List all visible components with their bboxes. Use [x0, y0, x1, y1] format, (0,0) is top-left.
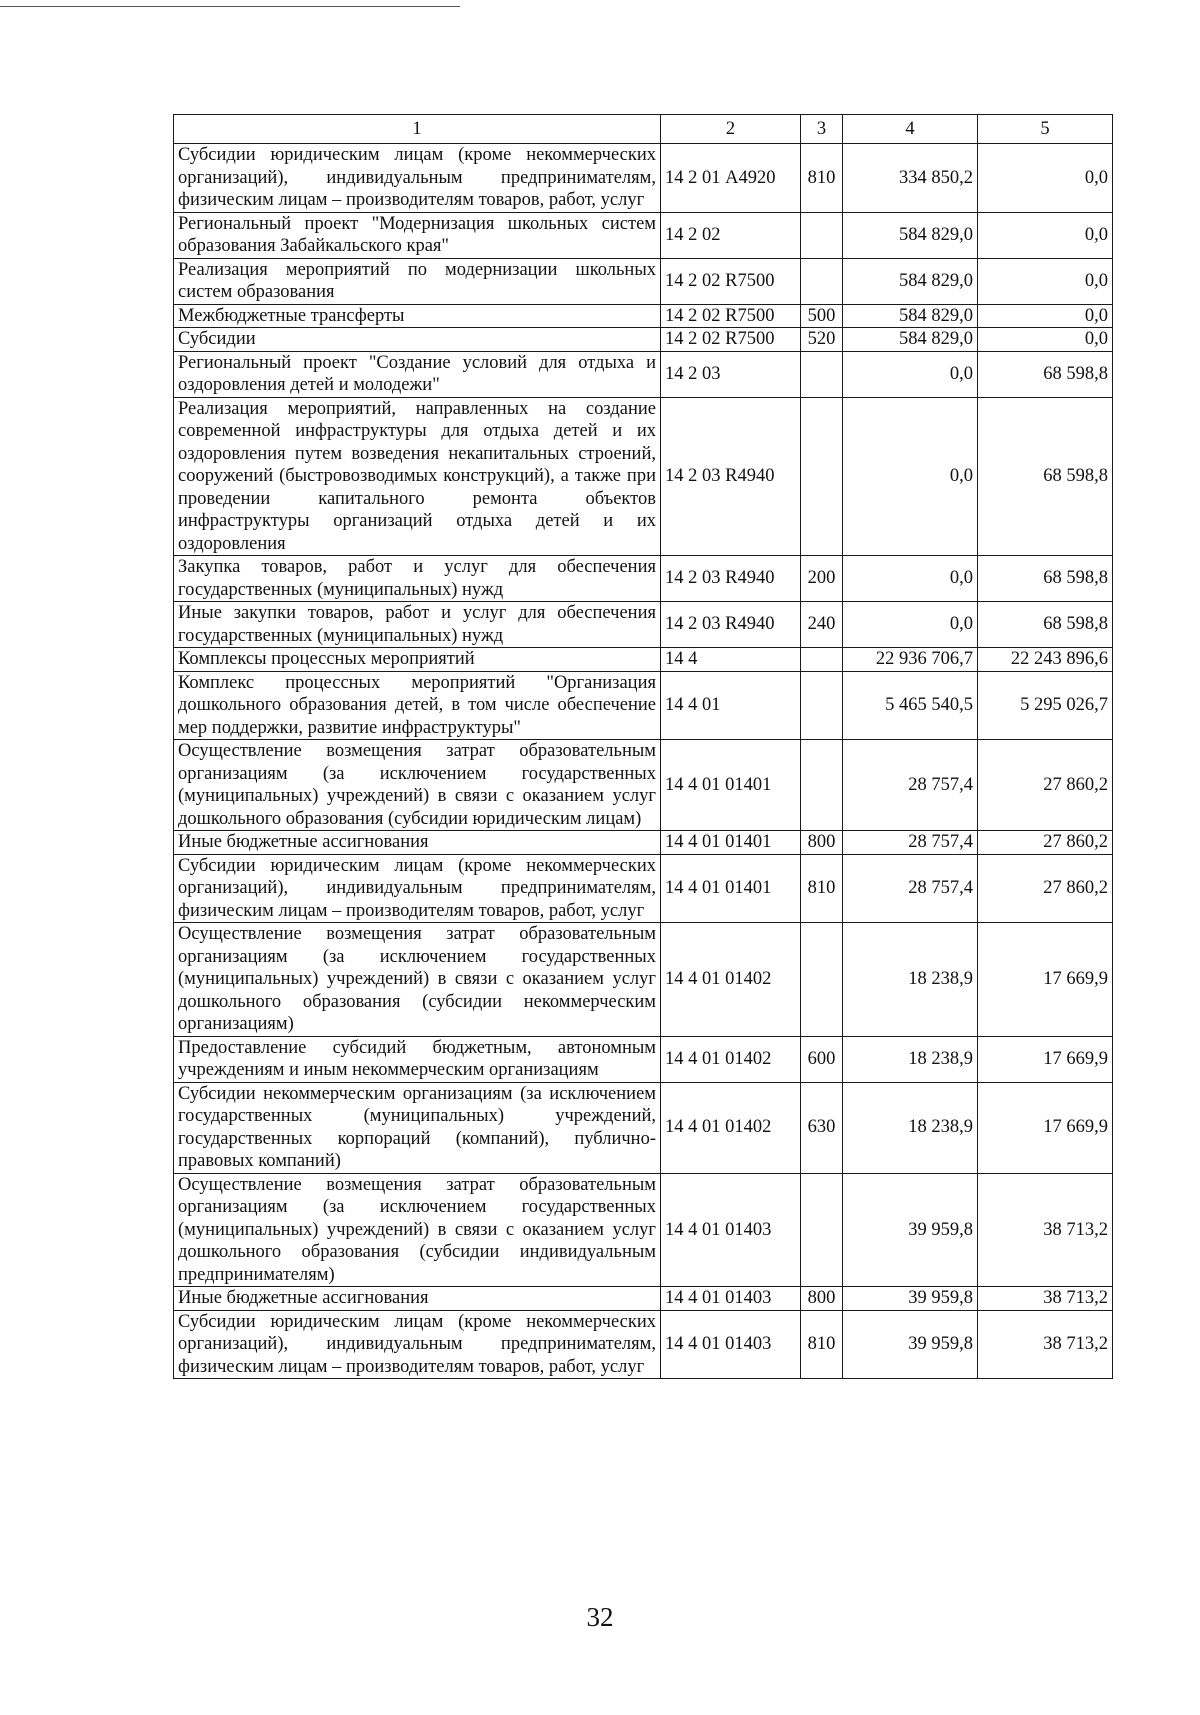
table-row — [174, 258, 1113, 304]
row-name-cell: Субсидии — [174, 328, 661, 352]
table-row — [174, 1310, 1113, 1379]
row-expense-type-cell: 520 — [801, 328, 843, 352]
row-amount-1-cell: 18 238,9 — [843, 1036, 978, 1082]
row-amount-2-cell: 0,0 — [978, 328, 1113, 352]
row-amount-1-cell: 39 959,8 — [843, 1310, 978, 1379]
row-code-cell: 14 2 03 R4940 — [661, 397, 801, 556]
row-code-cell: 14 4 01 01402 — [661, 1082, 801, 1173]
row-name-cell: Комплексы процессных мероприятий — [174, 648, 661, 672]
row-expense-type-cell — [801, 671, 843, 740]
row-name-cell: Реализация мероприятий, направленных на создание современной инфраструктуры для отдыха детей и их оздоровления путем возведения некапитальных строений, сооружений (быстровозводимых конструкций), а также при проведении капитального ремонта объектов инфраструктуры организаций отдыха детей и их оздоровления — [174, 397, 661, 556]
row-name-cell: Предоставление субсидий бюджетным, автономным учреждениям и иным некоммерческим организациям — [174, 1036, 661, 1082]
scan-edge-line — [0, 6, 460, 7]
row-name-cell: Закупка товаров, работ и услуг для обеспечения государственных (муниципальных) нужд — [174, 556, 661, 602]
row-expense-type-cell: 500 — [801, 304, 843, 328]
row-code-cell: 14 2 02 R7500 — [661, 258, 801, 304]
row-code-cell: 14 2 03 — [661, 351, 801, 397]
row-amount-2-cell: 68 598,8 — [978, 351, 1113, 397]
row-expense-type-cell: 600 — [801, 1036, 843, 1082]
table-row — [174, 923, 1113, 1037]
table-row — [174, 1082, 1113, 1173]
page-number: 32 — [586, 1602, 614, 1632]
row-expense-type-cell — [801, 212, 843, 258]
row-code-cell: 14 4 01 01403 — [661, 1287, 801, 1311]
row-amount-1-cell: 39 959,8 — [843, 1173, 978, 1287]
row-code-cell: 14 4 — [661, 648, 801, 672]
row-name-cell: Субсидии юридическим лицам (кроме некоммерческих организаций), индивидуальным предпринимателям, физическим лицам – производителям товаров, работ, услуг — [174, 1310, 661, 1379]
row-code-cell: 14 4 01 01403 — [661, 1173, 801, 1287]
row-amount-2-cell: 68 598,8 — [978, 556, 1113, 602]
row-amount-2-cell: 0,0 — [978, 304, 1113, 328]
row-code-cell: 14 4 01 01402 — [661, 923, 801, 1037]
row-expense-type-cell — [801, 740, 843, 831]
row-amount-1-cell: 584 829,0 — [843, 212, 978, 258]
row-expense-type-cell: 810 — [801, 144, 843, 213]
row-code-cell: 14 4 01 01403 — [661, 1310, 801, 1379]
row-name-cell: Иные закупки товаров, работ и услуг для обеспечения государственных (муниципальных) нужд — [174, 602, 661, 648]
row-expense-type-cell — [801, 648, 843, 672]
table-row — [174, 1036, 1113, 1082]
row-amount-2-cell: 27 860,2 — [978, 740, 1113, 831]
row-code-cell: 14 2 03 R4940 — [661, 556, 801, 602]
row-name-cell: Субсидии юридическим лицам (кроме некоммерческих организаций), индивидуальным предпринимателям, физическим лицам – производителям товаров, работ, услуг — [174, 854, 661, 923]
row-amount-1-cell: 0,0 — [843, 602, 978, 648]
row-amount-2-cell: 0,0 — [978, 258, 1113, 304]
table-row — [174, 351, 1113, 397]
row-amount-1-cell: 18 238,9 — [843, 1082, 978, 1173]
row-expense-type-cell — [801, 1173, 843, 1287]
row-amount-2-cell: 0,0 — [978, 212, 1113, 258]
row-code-cell: 14 4 01 01401 — [661, 831, 801, 855]
row-amount-2-cell: 68 598,8 — [978, 397, 1113, 556]
row-name-cell: Межбюджетные трансферты — [174, 304, 661, 328]
row-amount-1-cell: 22 936 706,7 — [843, 648, 978, 672]
table-row — [174, 671, 1113, 740]
row-amount-2-cell: 0,0 — [978, 144, 1113, 213]
row-amount-1-cell: 28 757,4 — [843, 854, 978, 923]
row-amount-1-cell: 28 757,4 — [843, 740, 978, 831]
row-code-cell: 14 4 01 — [661, 671, 801, 740]
table-row — [174, 304, 1113, 328]
table-row — [174, 831, 1113, 855]
row-name-cell: Осуществление возмещения затрат образовательным организациям (за исключением государственных (муниципальных) учреждений) в связи с оказанием услуг дошкольного образования (субсидии индивидуальным предпринимателям) — [174, 1173, 661, 1287]
row-amount-2-cell: 17 669,9 — [978, 923, 1113, 1037]
row-amount-1-cell: 584 829,0 — [843, 258, 978, 304]
row-name-cell: Осуществление возмещения затрат образовательным организациям (за исключением государственных (муниципальных) учреждений) в связи с оказанием услуг дошкольного образования (субсидии некоммерческим организациям) — [174, 923, 661, 1037]
row-name-cell: Осуществление возмещения затрат образовательным организациям (за исключением государственных (муниципальных) учреждений) в связи с оказанием услуг дошкольного образования (субсидии юридическим лицам) — [174, 740, 661, 831]
row-amount-1-cell: 5 465 540,5 — [843, 671, 978, 740]
row-amount-2-cell: 27 860,2 — [978, 854, 1113, 923]
row-amount-2-cell: 17 669,9 — [978, 1036, 1113, 1082]
row-amount-1-cell: 584 829,0 — [843, 304, 978, 328]
row-expense-type-cell: 810 — [801, 854, 843, 923]
row-expense-type-cell: 200 — [801, 556, 843, 602]
row-expense-type-cell — [801, 923, 843, 1037]
row-code-cell: 14 4 01 01402 — [661, 1036, 801, 1082]
row-amount-2-cell: 22 243 896,6 — [978, 648, 1113, 672]
header-cell-2: 2 — [661, 115, 801, 144]
row-name-cell: Субсидии некоммерческим организациям (за исключением государственных (муниципальных) учреждений, государственных корпораций (компаний), публично-правовых компаний) — [174, 1082, 661, 1173]
table-row — [174, 556, 1113, 602]
table-body — [174, 115, 1113, 1379]
row-amount-1-cell: 39 959,8 — [843, 1287, 978, 1311]
row-code-cell: 14 2 01 А4920 — [661, 144, 801, 213]
table-row — [174, 144, 1113, 213]
row-amount-2-cell: 38 713,2 — [978, 1310, 1113, 1379]
row-expense-type-cell — [801, 258, 843, 304]
row-code-cell: 14 2 02 R7500 — [661, 328, 801, 352]
table-row — [174, 648, 1113, 672]
row-amount-1-cell: 28 757,4 — [843, 831, 978, 855]
table-row — [174, 328, 1113, 352]
row-expense-type-cell: 800 — [801, 1287, 843, 1311]
row-amount-1-cell: 584 829,0 — [843, 328, 978, 352]
row-name-cell: Иные бюджетные ассигнования — [174, 1287, 661, 1311]
row-code-cell: 14 2 03 R4940 — [661, 602, 801, 648]
row-amount-2-cell: 38 713,2 — [978, 1173, 1113, 1287]
row-amount-2-cell: 5 295 026,7 — [978, 671, 1113, 740]
row-code-cell: 14 4 01 01401 — [661, 740, 801, 831]
row-name-cell: Региональный проект "Создание условий для отдыха и оздоровления детей и молодежи" — [174, 351, 661, 397]
row-expense-type-cell — [801, 351, 843, 397]
row-name-cell: Реализация мероприятий по модернизации школьных систем образования — [174, 258, 661, 304]
row-amount-1-cell: 0,0 — [843, 556, 978, 602]
row-expense-type-cell: 810 — [801, 1310, 843, 1379]
row-name-cell: Иные бюджетные ассигнования — [174, 831, 661, 855]
row-amount-1-cell: 18 238,9 — [843, 923, 978, 1037]
row-code-cell: 14 4 01 01401 — [661, 854, 801, 923]
header-row — [174, 115, 1113, 144]
row-name-cell: Комплекс процессных мероприятий "Организация дошкольного образования детей, в том числе обеспечение мер поддержки, развитие инфраструктуры" — [174, 671, 661, 740]
row-expense-type-cell: 630 — [801, 1082, 843, 1173]
table-row — [174, 602, 1113, 648]
row-amount-2-cell: 17 669,9 — [978, 1082, 1113, 1173]
header-cell-1: 1 — [174, 115, 661, 144]
row-amount-1-cell: 0,0 — [843, 351, 978, 397]
row-code-cell: 14 2 02 R7500 — [661, 304, 801, 328]
row-expense-type-cell: 800 — [801, 831, 843, 855]
table-row — [174, 854, 1113, 923]
row-amount-2-cell: 27 860,2 — [978, 831, 1113, 855]
budget-table — [173, 114, 1113, 1379]
header-cell-4: 4 — [843, 115, 978, 144]
row-amount-2-cell: 68 598,8 — [978, 602, 1113, 648]
row-amount-2-cell: 38 713,2 — [978, 1287, 1113, 1311]
table-row — [174, 740, 1113, 831]
row-code-cell: 14 2 02 — [661, 212, 801, 258]
row-expense-type-cell: 240 — [801, 602, 843, 648]
row-amount-1-cell: 0,0 — [843, 397, 978, 556]
table-row — [174, 1173, 1113, 1287]
header-cell-5: 5 — [978, 115, 1113, 144]
row-name-cell: Региональный проект "Модернизация школьных систем образования Забайкальского края" — [174, 212, 661, 258]
row-name-cell: Субсидии юридическим лицам (кроме некоммерческих организаций), индивидуальным предпринимателям, физическим лицам – производителям товаров, работ, услуг — [174, 144, 661, 213]
header-cell-3: 3 — [801, 115, 843, 144]
row-amount-1-cell: 334 850,2 — [843, 144, 978, 213]
row-expense-type-cell — [801, 397, 843, 556]
table-row — [174, 1287, 1113, 1311]
table-row — [174, 397, 1113, 556]
table-row — [174, 212, 1113, 258]
